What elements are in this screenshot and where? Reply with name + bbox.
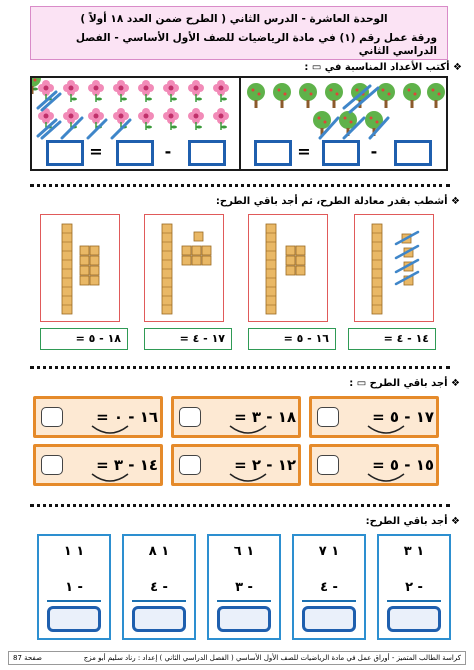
minus-sign: - [164,142,172,161]
card-rule [47,600,101,602]
card-rule [387,600,441,602]
answer-box[interactable] [217,606,271,632]
footer-text: كراسة الطالب المتميز - أوراق عمل في مادة الرياضيات للصف الأول الأساسي ( الفصل الدراسي الثاني ) إعداد : رناد سليم أبو مزج [83,654,461,662]
card-bottom-number: ٤ - [320,580,338,595]
subtraction-expression: ١٥ - ٥ = [372,456,434,474]
answer-box[interactable] [302,606,356,632]
vertical-subtraction-card [37,534,111,640]
card-bottom-number: ٤ - [150,580,168,595]
equation-box: ١٦ - ٥ = [248,328,336,350]
subtraction-expression: ١٨ - ٣ = [234,408,296,426]
card-top-number: ١ ٣ [403,544,425,559]
equation-box: ١٨ - ٥ = [40,328,128,350]
card-bottom-number: ١ - [65,580,83,595]
card-top-number: ١ ٧ [318,544,340,559]
page-number: صفحة 87 [13,654,42,662]
header-line-2: ورقة عمل رقم (١) في مادة الرياضيات للصف الأول الأساسي - الفصل الدراسي الثاني [75,32,437,57]
subtraction-expression: ١٤ - ٣ = [96,456,158,474]
answer-box[interactable] [47,606,101,632]
vertical-subtraction-card [292,534,366,640]
equals-sign: = [89,142,103,161]
subtraction-expression: ١٦ - ٠ = [96,408,158,426]
subtraction-expression: ١٢ - ٢ = [234,456,296,474]
card-rule [217,600,271,602]
card-rule [132,600,186,602]
section2-instruction: ❖ أشطب بقدر معادلة الطرح، ثم أجد باقي الطرح: [215,196,460,207]
answer-box[interactable] [132,606,186,632]
equals-sign: = [297,142,311,161]
card-top-number: ١ ٦ [233,544,255,559]
section4-instruction: ❖ أجد باقي الطرح: [365,516,460,527]
card-top-number: ١ ٨ [148,544,170,559]
dotted-divider [30,504,450,507]
section3-instruction: ❖ أجد باقي الطرح ▭ : [349,378,460,389]
section1-instruction: ❖ أكتب الأعداد المناسبة في ▭ : [304,62,462,73]
card-bottom-number: ٣ - [235,580,253,595]
minus-sign: - [370,142,378,161]
vertical-subtraction-card [122,534,196,640]
answer-box[interactable] [387,606,441,632]
header-line-1: الوحدة العاشرة - الدرس الثاني ( الطرح ضمن العدد ١٨ أولاً ) [80,13,388,25]
card-top-number: ١ ١ [63,544,85,559]
subtraction-expression: ١٧ - ٥ = [372,408,434,426]
card-bottom-number: ٢ - [405,580,423,595]
page-footer [8,651,466,665]
card-rule [302,600,356,602]
equation-box: ١٧ - ٤ = [144,328,232,350]
equation-box: ١٤ - ٤ = [348,328,436,350]
vertical-subtraction-card [377,534,451,640]
vertical-subtraction-card [207,534,281,640]
